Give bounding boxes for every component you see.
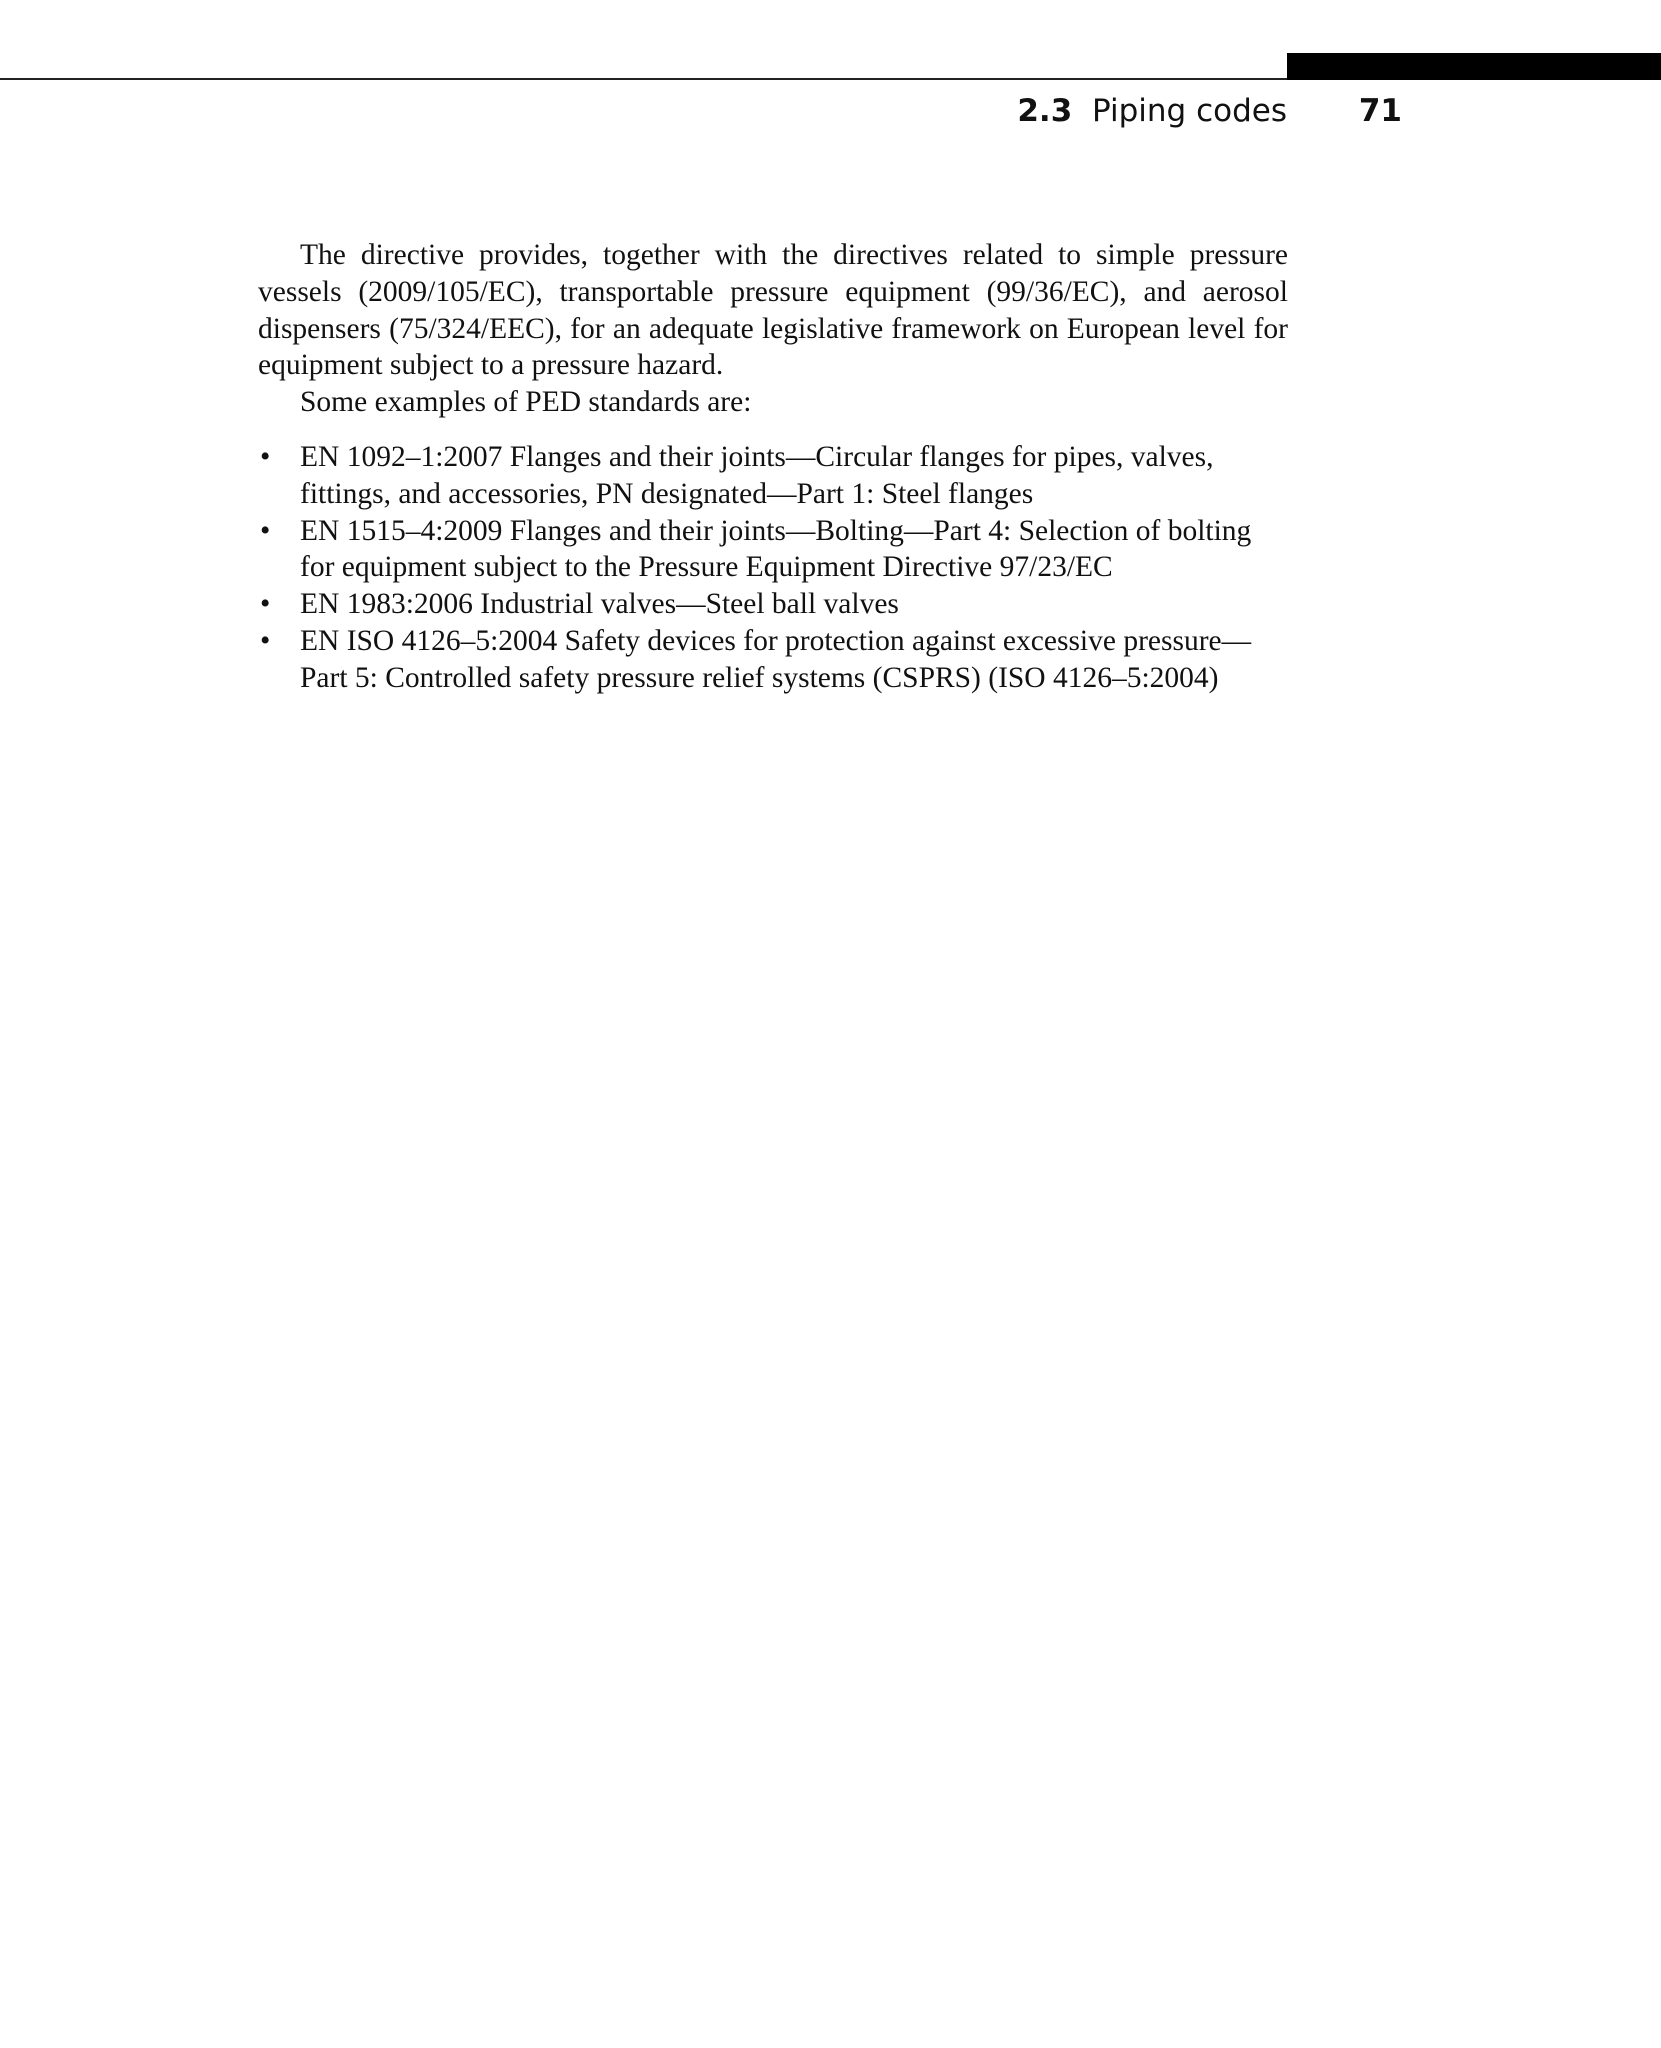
- list-item: [258, 513, 1288, 587]
- list-item-text: EN 1092–1:2007 Flanges and their joints—Circular flanges for pipes, valves, fittings, and accessories, PN designated—Part 1: Steel flanges: [300, 440, 1214, 510]
- bullet-icon: •: [260, 624, 271, 657]
- section-title: Piping codes: [1091, 93, 1287, 129]
- bullet-icon: •: [260, 440, 271, 473]
- header-rule-bar: [1287, 53, 1661, 80]
- list-item-text: EN 1515–4:2009 Flanges and their joints—Bolting—Part 4: Selection of bolting for equipment subject to the Pressure Equipment Directive 97/23/EC: [300, 514, 1252, 584]
- running-head: [900, 86, 1402, 136]
- body-paragraph: The directive provides, together with the directives related to simple pressure vessels (2009/105/EC), transportable pressure equipment (99/36/EC), and aerosol dispensers (75/324/EEC), for an adequate legislative framework on European level for equipment subject to a pressure hazard.: [258, 239, 1288, 382]
- page-number: 71: [1358, 93, 1402, 129]
- page-body: [258, 237, 1288, 697]
- list-item-text: EN 1983:2006 Industrial valves—Steel ball valves: [300, 588, 899, 621]
- list-item: [258, 439, 1288, 513]
- list-item-text: EN ISO 4126–5:2004 Safety devices for protection against excessive pressure—Part 5: Controlled safety pressure relief systems (CSPRS) (ISO 4126–5:2004): [300, 624, 1252, 694]
- list-item: [258, 586, 1288, 623]
- bullet-icon: •: [260, 514, 271, 547]
- section-number: 2.3: [1017, 93, 1073, 129]
- body-paragraph-lead-in: Some examples of PED standards are:: [300, 386, 752, 419]
- list-item: [258, 623, 1288, 697]
- running-head-section: [1017, 86, 1287, 136]
- ped-standards-list: [258, 439, 1288, 697]
- bullet-icon: •: [260, 588, 271, 621]
